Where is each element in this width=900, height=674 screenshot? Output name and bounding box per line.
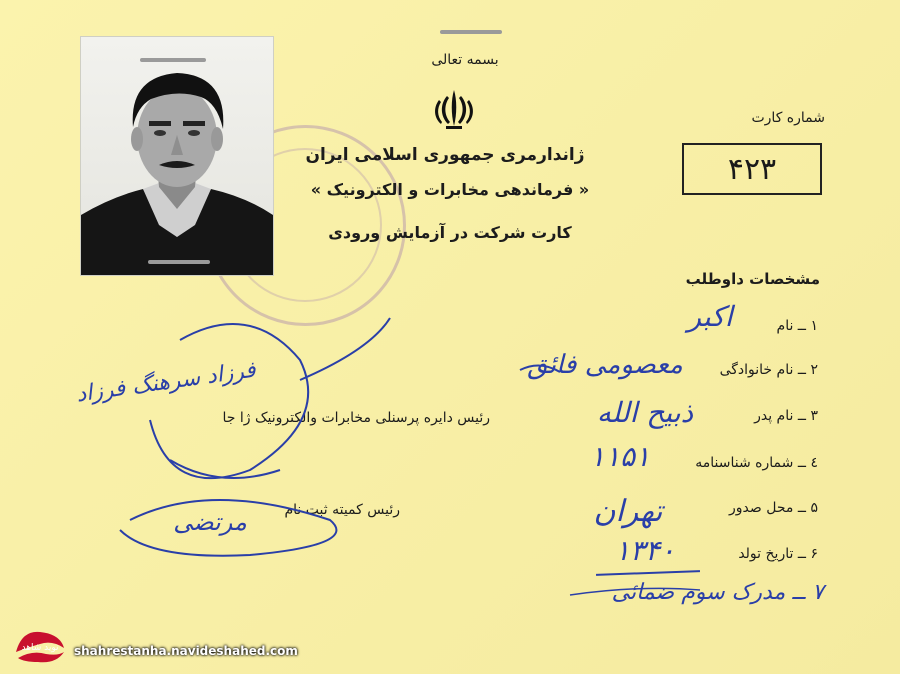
card-number-value: ۴۲۳ [727, 151, 777, 187]
photo-staple-bottom [148, 260, 210, 264]
field-label-last-name: ۲ ــ نام خانوادگی [719, 362, 818, 378]
head-registration-label: رئیس کمیته ثبت نام [284, 502, 400, 518]
navideshahed-logo [12, 622, 68, 666]
field-value-id-number: ۱۱۵۱ [589, 440, 651, 473]
field-value-birth-date: ۱۳۴۰ [614, 534, 676, 567]
field-value-education: ۷ ــ مدرک سوم ضمائی [611, 580, 824, 605]
photo-staple-top [140, 58, 206, 62]
bismillah-heading: بسمه تعالی [431, 52, 499, 68]
source-watermark: shahrestanha.navideshahed.com [74, 644, 298, 658]
birth-date-underline [596, 570, 700, 576]
head-personnel-signature: فرزاد سرهنگ فرزاد [74, 357, 258, 408]
field-label-birth-date: ۶ ــ تاریخ تولد [738, 546, 818, 562]
candidate-section-title: مشخصات داوطلب [685, 270, 820, 288]
card-title: کارت شرکت در آزمایش ورودی [328, 223, 572, 242]
organization-line-2: « فرماندهی مخابرات و الکترونیک » [310, 180, 590, 199]
logo-text: نوید شاهد [21, 643, 59, 653]
field-value-issue-place: تهران [593, 494, 663, 529]
field-value-father-name: ذبیح الله [596, 396, 694, 429]
candidate-photo [80, 36, 274, 276]
iran-emblem-icon [430, 86, 478, 130]
field-value-last-name: معصومی فائق [527, 350, 683, 380]
card-number-box [682, 143, 822, 195]
organization-line-1: ژاندارمری جمهوری اسلامی ایران [305, 145, 585, 165]
head-personnel-label: رئیس دایره پرسنلی مخابرات والکترونیک ژا جا [222, 410, 490, 426]
field-label-issue-place: ۵ ــ محل صدور [729, 500, 818, 516]
head-registration-signature: مرتضی [173, 508, 247, 536]
field-label-first-name: ۱ ــ نام [776, 318, 818, 334]
top-staple [440, 30, 502, 34]
field-label-id-number: ٤ ــ شماره شناسنامه [695, 455, 818, 471]
portrait-image [81, 37, 273, 275]
card-number-label: شماره کارت [751, 110, 825, 126]
field-label-father-name: ۳ ــ نام پدر [754, 408, 818, 424]
field-value-first-name: اکبر [687, 300, 733, 333]
